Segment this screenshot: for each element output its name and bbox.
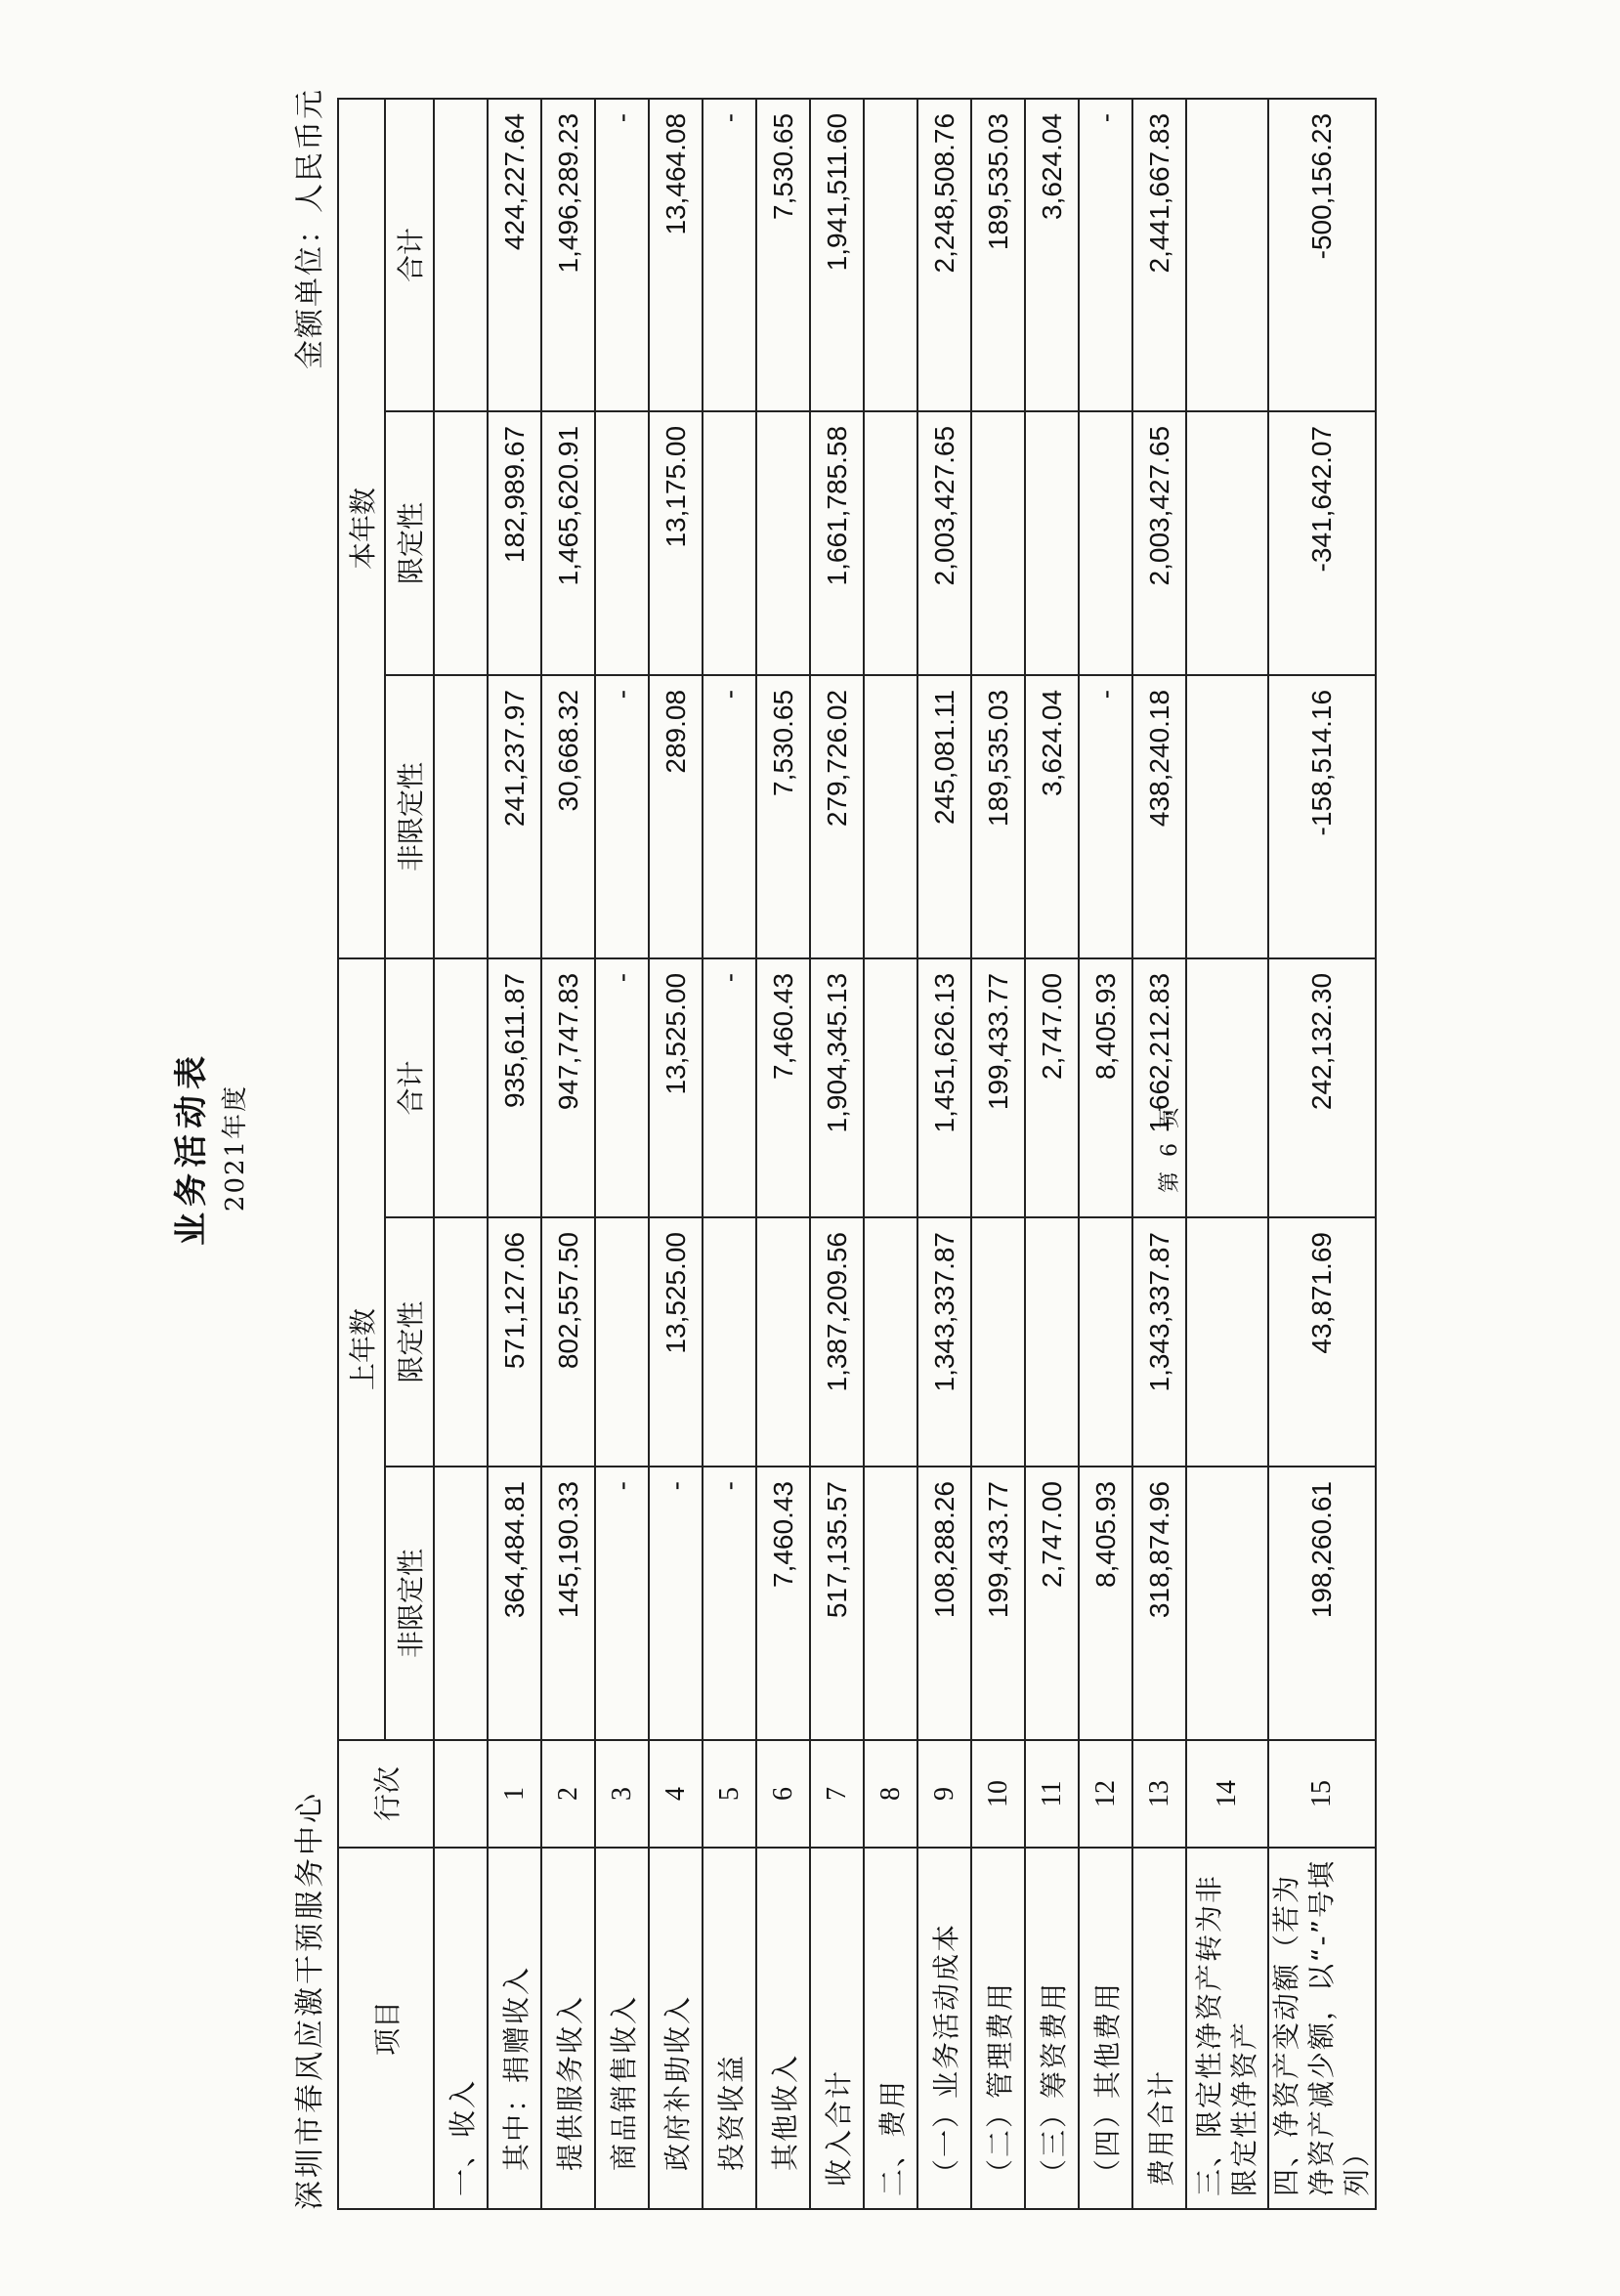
- row-cy-unrestricted: 245,081.11: [917, 675, 971, 958]
- row-py-unrestricted: 198,260.61: [1268, 1467, 1376, 1740]
- row-line: 5: [703, 1740, 756, 1848]
- row-item: （二）管理费用: [971, 1848, 1025, 2209]
- row-py-total: 13,525.00: [649, 958, 703, 1217]
- row-py-restricted: [434, 1217, 488, 1467]
- row-cy-total: 7,530.65: [756, 99, 810, 411]
- row-py-total: -: [703, 958, 756, 1217]
- row-cy-total: 2,248,508.76: [917, 99, 971, 411]
- row-cy-unrestricted: 189,535.03: [971, 675, 1025, 958]
- row-py-unrestricted: -: [649, 1467, 703, 1740]
- table-row: [1025, 99, 1079, 2209]
- row-line: 9: [917, 1740, 971, 1848]
- row-py-total: 1,662,212.83: [1132, 958, 1186, 1217]
- row-item: 其他收入: [756, 1848, 810, 2209]
- row-line: 3: [595, 1740, 649, 1848]
- row-py-restricted: 802,557.50: [541, 1217, 595, 1467]
- row-item: 商品销售收入: [595, 1848, 649, 2209]
- header-current-year: 本年数: [338, 99, 385, 958]
- row-cy-total: [864, 99, 917, 411]
- row-line: 1: [488, 1740, 541, 1848]
- table-row: [971, 99, 1025, 2209]
- table-row: [1268, 99, 1376, 2209]
- row-py-restricted: [1025, 1217, 1079, 1467]
- row-item: （三）筹资费用: [1025, 1848, 1079, 2209]
- row-py-total: [434, 958, 488, 1217]
- row-py-unrestricted: 199,433.77: [971, 1467, 1025, 1740]
- activity-statement-table: [337, 98, 1377, 2210]
- header-line-no: 行次: [338, 1740, 434, 1848]
- row-line: 6: [756, 1740, 810, 1848]
- row-py-restricted: [1079, 1217, 1132, 1467]
- row-cy-restricted: [1079, 411, 1132, 675]
- row-cy-unrestricted: 7,530.65: [756, 675, 810, 958]
- row-py-unrestricted: [434, 1467, 488, 1740]
- row-py-total: 1,451,626.13: [917, 958, 971, 1217]
- table-row: [488, 99, 541, 2209]
- header-cy-total: 合计: [385, 99, 434, 411]
- row-item: 费用合计: [1132, 1848, 1186, 2209]
- row-cy-total: 13,464.08: [649, 99, 703, 411]
- row-cy-total: 2,441,667.83: [1132, 99, 1186, 411]
- row-py-restricted: 1,343,337.87: [917, 1217, 971, 1467]
- row-cy-unrestricted: 30,668.32: [541, 675, 595, 958]
- row-py-restricted: 43,871.69: [1268, 1217, 1376, 1467]
- row-py-unrestricted: [1186, 1467, 1268, 1740]
- row-cy-unrestricted: 438,240.18: [1132, 675, 1186, 958]
- table-row: [1079, 99, 1132, 2209]
- header-py-unrestricted: 非限定性: [385, 1467, 434, 1740]
- row-py-total: 242,132.30: [1268, 958, 1376, 1217]
- row-cy-unrestricted: [434, 675, 488, 958]
- row-line: [434, 1740, 488, 1848]
- row-py-restricted: 1,387,209.56: [810, 1217, 864, 1467]
- row-py-restricted: [595, 1217, 649, 1467]
- row-line: 15: [1268, 1740, 1376, 1848]
- row-cy-total: 3,624.04: [1025, 99, 1079, 411]
- table-row: [917, 99, 971, 2209]
- row-cy-restricted: 182,989.67: [488, 411, 541, 675]
- table-row: [756, 99, 810, 2209]
- row-cy-unrestricted: 279,726.02: [810, 675, 864, 958]
- header-cy-unrestricted: 非限定性: [385, 675, 434, 958]
- table-row: [703, 99, 756, 2209]
- row-cy-total: -: [1079, 99, 1132, 411]
- row-cy-unrestricted: -: [703, 675, 756, 958]
- row-cy-restricted: 2,003,427.65: [1132, 411, 1186, 675]
- row-cy-total: -500,156.23: [1268, 99, 1376, 411]
- row-line: 8: [864, 1740, 917, 1848]
- row-py-unrestricted: 364,484.81: [488, 1467, 541, 1740]
- row-cy-total: -: [703, 99, 756, 411]
- header-cy-restricted: 限定性: [385, 411, 434, 675]
- row-item: 收入合计: [810, 1848, 864, 2209]
- table-row: [810, 99, 864, 2209]
- row-cy-unrestricted: 289.08: [649, 675, 703, 958]
- row-cy-restricted: [434, 411, 488, 675]
- row-py-restricted: [756, 1217, 810, 1467]
- header-row-1: [338, 99, 385, 2209]
- row-cy-unrestricted: -158,514.16: [1268, 675, 1376, 958]
- row-py-restricted: [703, 1217, 756, 1467]
- row-cy-restricted: 1,661,785.58: [810, 411, 864, 675]
- row-line: 2: [541, 1740, 595, 1848]
- row-item: （四）其他费用: [1079, 1848, 1132, 2209]
- row-py-restricted: 571,127.06: [488, 1217, 541, 1467]
- row-py-restricted: [864, 1217, 917, 1467]
- report-title: 业务活动表: [172, 1050, 211, 1246]
- row-py-unrestricted: [864, 1467, 917, 1740]
- row-cy-restricted: [1186, 411, 1268, 675]
- row-cy-unrestricted: [864, 675, 917, 958]
- row-line: 13: [1132, 1740, 1186, 1848]
- row-item: 二、费用: [864, 1848, 917, 2209]
- row-cy-unrestricted: 241,237.97: [488, 675, 541, 958]
- row-py-unrestricted: -: [703, 1467, 756, 1740]
- row-item: 其中：捐赠收入: [488, 1848, 541, 2209]
- row-cy-unrestricted: -: [595, 675, 649, 958]
- row-item: 一、收入: [434, 1848, 488, 2209]
- row-line: 11: [1025, 1740, 1079, 1848]
- row-py-total: [1186, 958, 1268, 1217]
- row-cy-total: 1,941,511.60: [810, 99, 864, 411]
- row-py-unrestricted: 8,405.93: [1079, 1467, 1132, 1740]
- table-row: [541, 99, 595, 2209]
- row-cy-restricted: -341,642.07: [1268, 411, 1376, 675]
- row-py-unrestricted: 7,460.43: [756, 1467, 810, 1740]
- row-line: 4: [649, 1740, 703, 1848]
- page-number: 第 6 页: [1158, 1103, 1182, 1193]
- row-py-total: -: [595, 958, 649, 1217]
- row-line: 14: [1186, 1740, 1268, 1848]
- row-cy-unrestricted: [1186, 675, 1268, 958]
- row-py-unrestricted: 318,874.96: [1132, 1467, 1186, 1740]
- row-cy-restricted: 2,003,427.65: [917, 411, 971, 675]
- row-py-restricted: [1186, 1217, 1268, 1467]
- row-py-total: [864, 958, 917, 1217]
- row-item: 三、限定性净资产转为非限定性净资产: [1186, 1848, 1268, 2209]
- row-py-unrestricted: 145,190.33: [541, 1467, 595, 1740]
- row-cy-unrestricted: 3,624.04: [1025, 675, 1079, 958]
- row-cy-restricted: [1025, 411, 1079, 675]
- row-item: 政府补助收入: [649, 1848, 703, 2209]
- row-py-restricted: 13,525.00: [649, 1217, 703, 1467]
- row-py-restricted: [971, 1217, 1025, 1467]
- row-cy-restricted: [864, 411, 917, 675]
- row-line: 10: [971, 1740, 1025, 1848]
- row-cy-restricted: 13,175.00: [649, 411, 703, 675]
- row-cy-restricted: [703, 411, 756, 675]
- row-py-total: 2,747.00: [1025, 958, 1079, 1217]
- row-py-total: 1,904,345.13: [810, 958, 864, 1217]
- header-item: 项目: [338, 1848, 434, 2209]
- row-line: 7: [810, 1740, 864, 1848]
- table-row: [649, 99, 703, 2209]
- row-cy-unrestricted: -: [1079, 675, 1132, 958]
- row-py-total: 935,611.87: [488, 958, 541, 1217]
- header-py-total: 合计: [385, 958, 434, 1217]
- row-py-total: 7,460.43: [756, 958, 810, 1217]
- row-cy-total: 1,496,289.23: [541, 99, 595, 411]
- row-line: 12: [1079, 1740, 1132, 1848]
- row-py-total: 8,405.93: [1079, 958, 1132, 1217]
- table-row: [595, 99, 649, 2209]
- table-row: [1186, 99, 1268, 2209]
- row-cy-total: -: [595, 99, 649, 411]
- header-prior-year: 上年数: [338, 958, 385, 1740]
- row-cy-total: 424,227.64: [488, 99, 541, 411]
- row-item: 四、净资产变动额（若为净资产减少额，以“-”号填列）: [1268, 1848, 1376, 2209]
- report-year: 2021年度: [221, 1084, 250, 1212]
- row-py-unrestricted: 517,135.57: [810, 1467, 864, 1740]
- row-cy-restricted: [595, 411, 649, 675]
- row-cy-restricted: [971, 411, 1025, 675]
- row-cy-restricted: 1,465,620.91: [541, 411, 595, 675]
- row-item: （一）业务活动成本: [917, 1848, 971, 2209]
- row-cy-restricted: [756, 411, 810, 675]
- row-item: 提供服务收入: [541, 1848, 595, 2209]
- row-py-unrestricted: 108,288.26: [917, 1467, 971, 1740]
- row-py-total: 947,747.83: [541, 958, 595, 1217]
- row-cy-total: [434, 99, 488, 411]
- row-item: 投资收益: [703, 1848, 756, 2209]
- header-py-restricted: 限定性: [385, 1217, 434, 1467]
- row-cy-total: [1186, 99, 1268, 411]
- row-py-unrestricted: 2,747.00: [1025, 1467, 1079, 1740]
- row-cy-total: 189,535.03: [971, 99, 1025, 411]
- organization-name: 深圳市春风应激干预服务中心: [293, 1791, 327, 2210]
- table-row: [434, 99, 488, 2209]
- currency-unit: 金额单位：人民币元: [293, 88, 327, 369]
- row-py-total: 199,433.77: [971, 958, 1025, 1217]
- row-py-unrestricted: -: [595, 1467, 649, 1740]
- row-py-restricted: 1,343,337.87: [1132, 1217, 1186, 1467]
- table-row: [864, 99, 917, 2209]
